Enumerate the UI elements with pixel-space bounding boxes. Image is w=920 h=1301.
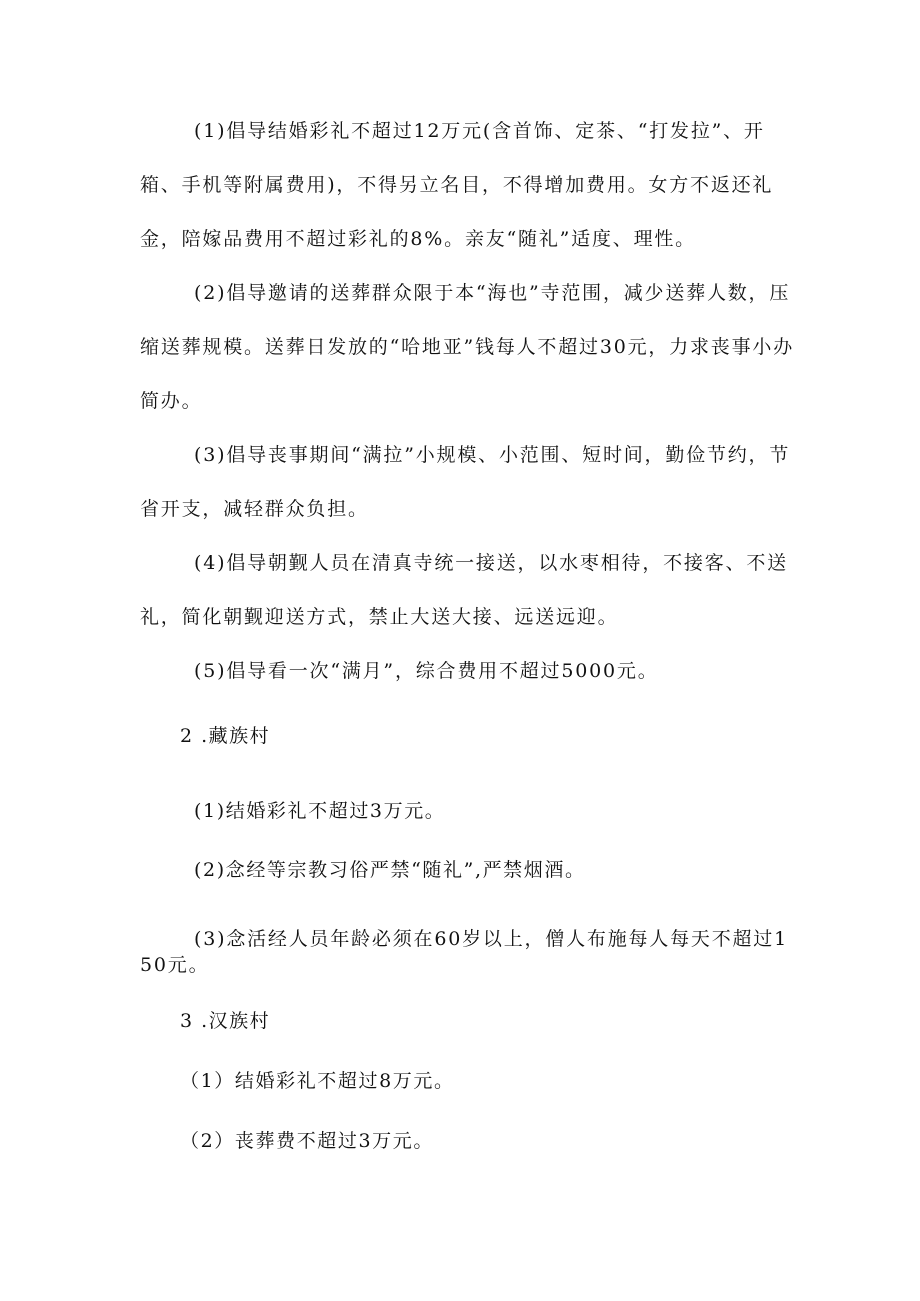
section-heading-tibetan-village: 2 .藏族村 — [180, 725, 271, 747]
paragraph-manla-ceremony: (3)倡导丧事期间“满拉”小规模、小范围、短时间，勤俭节约，节省开支，减轻群众负担。 — [140, 444, 791, 520]
paragraph-funeral-attendance: (2)倡导邀请的送葬群众限于本“海也”寺范围，减少送葬人数，压缩送葬规模。送葬日发放的“哈地亚”钱每人不超过30元，力求丧事小办简办。 — [140, 282, 795, 412]
paragraph-full-month: (5)倡导看一次“满月”，综合费用不超过5000元。 — [194, 660, 659, 682]
tibetan-item-religious-customs: (2)念经等宗教习俗严禁“随礼”,严禁烟酒。 — [194, 859, 586, 881]
tibetan-item-bride-price: (1)结婚彩礼不超过3万元。 — [194, 800, 446, 822]
han-item-bride-price: （1）结婚彩礼不超过8万元。 — [180, 1070, 455, 1092]
paragraph-pilgrimage: (4)倡导朝觐人员在清真寺统一接送，以水枣相待，不接客、不送礼，简化朝觐迎送方式，禁止大送大接、远送远迎。 — [140, 552, 788, 628]
han-item-funeral-cost: （2）丧葬费不超过3万元。 — [180, 1130, 434, 1152]
section-heading-han-village: 3 .汉族村 — [180, 1010, 271, 1032]
tibetan-item-chanting-age: (3)念活经人员年龄必须在60岁以上，僧人布施每人每天不超过150元。 — [140, 928, 788, 976]
paragraph-bride-price: (1)倡导结婚彩礼不超过12万元(含首饰、定茶、“打发拉”、开箱、手机等附属费用)，不得另立名目，不得增加费用。女方不返还礼金，陪嫁品费用不超过彩礼的8%。亲友“随礼”适度、理性。 — [140, 120, 774, 250]
